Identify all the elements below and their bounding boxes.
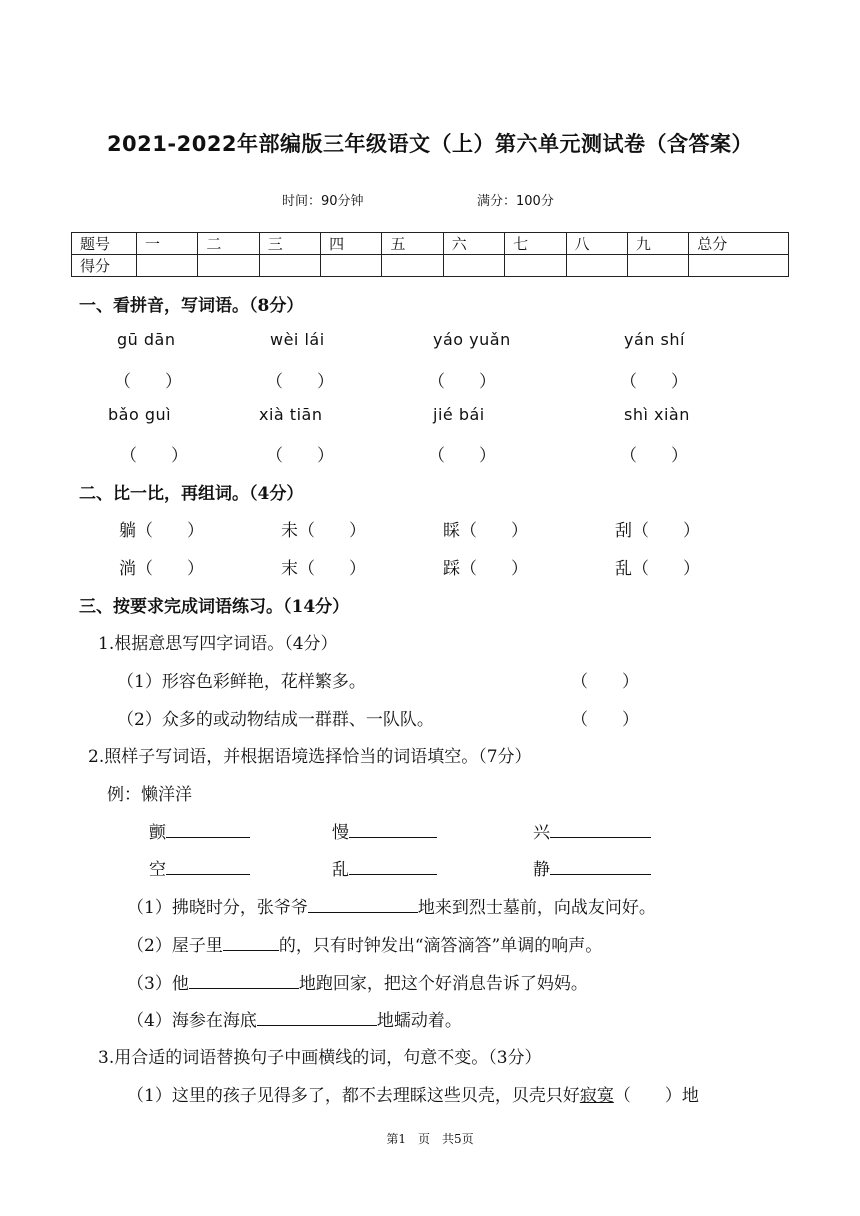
pinyin: gū dān [117,330,176,349]
question-1-item: （2）众多的或动物结成一群群、一队队。 [117,710,434,730]
table-cell: 得分 [72,255,137,277]
score-cell[interactable] [321,255,382,277]
section-1-heading: 一、看拼音，写词语。（8分） [79,296,304,316]
score-cell[interactable] [137,255,198,277]
score-cell[interactable] [566,255,627,277]
question-1-item: （1）形容色彩鲜艳，花样繁多。 [117,672,366,692]
compare-item[interactable]: 未（ ） [281,521,366,541]
sentence-text: 地蠕动着。 [376,1011,462,1031]
compare-item[interactable]: 末（ ） [281,559,366,579]
page-footer: 第1 页 共5页 [386,1132,474,1146]
pinyin: bǎo guì [108,405,172,424]
fill-line[interactable] [223,934,279,951]
sentence-text: 的，只有时钟发出“滴答滴答”单调的响声。 [278,936,603,956]
fill-line[interactable] [349,821,437,838]
score-cell[interactable] [198,255,259,277]
sentence-text: （4）海参在海底 [127,1011,257,1031]
table-cell: 总分 [689,233,789,255]
pinyin: wèi lái [270,330,325,349]
word-char: 慢 [332,823,349,843]
fill-sentence [127,931,602,956]
word-fill [533,818,651,843]
fill-line[interactable] [550,821,651,838]
answer-blank[interactable]: （ ） [428,446,496,466]
score-cell[interactable] [259,255,320,277]
answer-blank[interactable]: （ ） [571,710,639,730]
table-cell: 九 [627,233,688,255]
score-cell[interactable] [689,255,789,277]
compare-item[interactable]: 淌（ ） [119,559,204,579]
answer-blank[interactable]: （ ） [266,446,334,466]
fill-line[interactable] [308,896,418,913]
sentence-text: 地来到烈士墓前，向战友问好。 [417,898,656,918]
table-cell: 六 [443,233,504,255]
sentence-text: （1）这里的孩子见得多了，都不去理睬这些贝壳，贝壳只好 [127,1086,580,1106]
fill-line[interactable] [166,858,250,875]
underlined-word: 寂寞 [579,1086,614,1106]
example: 例：懒洋洋 [107,785,192,805]
word-fill [533,855,651,880]
table-cell: 四 [321,233,382,255]
sentence-text: 地跑回家，把这个好消息告诉了妈妈。 [298,974,588,994]
compare-item[interactable]: 躺（ ） [119,521,204,541]
score-cell[interactable] [505,255,566,277]
fill-line[interactable] [166,821,250,838]
answer-blank[interactable]: （ ） [428,372,496,392]
answer-blank[interactable]: （ ） [571,672,639,692]
word-char: 颤 [149,823,166,843]
score-cell[interactable] [627,255,688,277]
word-fill [332,818,437,843]
sentence-text: （2）屋子里 [127,936,223,956]
question-2: 2.照样子写词语，并根据语境选择恰当的词语填空。（7分） [88,747,532,767]
word-char: 空 [149,860,166,880]
word-fill [149,818,250,843]
pinyin: shì xiàn [624,405,690,424]
answer-blank[interactable]: （ ） [620,446,688,466]
compare-item[interactable]: 睬（ ） [443,521,528,541]
score-cell[interactable] [382,255,443,277]
score-cell[interactable] [443,255,504,277]
fill-line[interactable] [189,972,299,989]
answer-blank[interactable]: （ ） [266,372,334,392]
exam-time: 时间：90分钟 [282,194,364,209]
question-3-item [127,1081,699,1106]
section-3-heading: 三、按要求完成词语练习。（14分） [79,597,350,617]
table-cell: 一 [137,233,198,255]
word-fill [332,855,437,880]
pinyin: jié bái [433,405,485,424]
section-2-heading: 二、比一比，再组词。（4分） [79,484,304,504]
answer-blank[interactable]: （ ） [114,372,182,392]
score-table [71,232,789,277]
fill-sentence [127,969,588,994]
sentence-text: （3）他 [127,974,189,994]
compare-item[interactable]: 刮（ ） [615,521,700,541]
table-cell: 七 [505,233,566,255]
table-cell: 题号 [72,233,137,255]
pinyin: xià tiān [259,405,323,424]
fill-sentence [127,893,656,918]
word-char: 兴 [533,823,550,843]
page-title: 2021-2022年部编版三年级语文（上）第六单元测试卷（含答案） [106,132,754,156]
word-char: 静 [533,860,550,880]
word-char: 乱 [332,860,349,880]
fill-line[interactable] [349,858,437,875]
fill-line[interactable] [550,858,651,875]
sentence-text: （1）拂晓时分，张爷爷 [127,898,308,918]
pinyin: yán shí [624,330,685,349]
table-row [72,255,789,277]
compare-item[interactable]: 乱（ ） [615,559,700,579]
fill-line[interactable] [257,1009,377,1026]
table-cell: 三 [259,233,320,255]
table-cell: 八 [566,233,627,255]
table-row [72,233,789,255]
table-cell: 五 [382,233,443,255]
table-cell: 二 [198,233,259,255]
fill-sentence [127,1006,462,1031]
answer-blank[interactable]: （ ） [120,446,188,466]
compare-item[interactable]: 踩（ ） [443,559,528,579]
question-1: 1.根据意思写四字词语。（4分） [98,634,338,654]
question-3: 3.用合适的词语替换句子中画横线的词，句意不变。（3分） [98,1048,542,1068]
full-score: 满分：100分 [477,194,554,209]
word-fill [149,855,250,880]
sentence-text[interactable]: （ ）地 [613,1086,699,1106]
pinyin: yáo yuǎn [433,330,511,349]
answer-blank[interactable]: （ ） [620,372,688,392]
